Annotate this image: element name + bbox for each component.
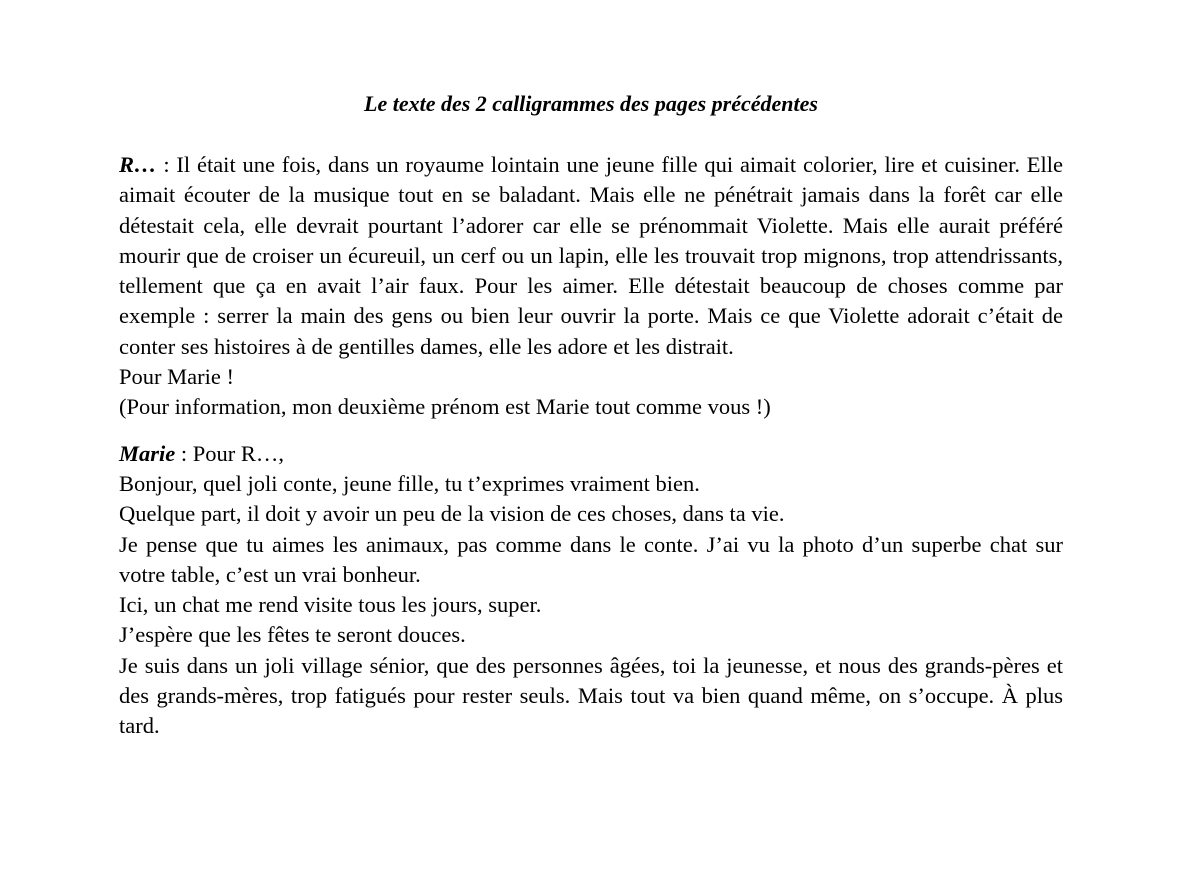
document-title: Le texte des 2 calligrammes des pages précédentes: [364, 91, 818, 116]
marie-greeting: [119, 439, 1063, 469]
story-text: : Il était une fois, dans un royaume lointain une jeune fille qui aimait colorier, lire et cuisiner. Elle aimait écouter de la musique tout en se baladant. Mais elle ne pénétrait jamais dans la forêt car elle détestait cela, elle devrait pourtant l’adorer car elle se prénommait Violette. Mais elle aurait préféré mourir que de croiser un écureuil, un cerf ou un lapin, elle les trouvait trop mignons, trop attendrissants, tellement que ça en avait l’air faux. Pour les aimer. Elle détestait beaucoup de choses comme par exemple : serrer la main des gens ou bien leur ouvrir la porte. Mais ce que Violette adorait c’était de conter ses histoires à de gentilles dames, elle les adore et les distrait.: [119, 152, 1063, 359]
reply-line: Je pense que tu aimes les animaux, pas comme dans le conte. J’ai vu la photo d’un superbe chat sur votre table, c’est un vrai bonheur.: [119, 531, 1063, 587]
reply-line: Je suis dans un joli village sénior, que des personnes âgées, toi la jeunesse, et nous des grands-pères et des grands-mères, trop fatigués pour rester seuls. Mais tout va bien quand même, on s’occupe. À plus tard.: [119, 652, 1063, 739]
information-line: (Pour information, mon deuxième prénom est Marie tout comme vous !): [119, 394, 771, 420]
speaker-name: R…: [119, 152, 157, 177]
section-marie: [119, 439, 1063, 742]
reply-line: Ici, un chat me rend visite tous les jours, super.: [119, 592, 542, 618]
section-r: [119, 150, 1063, 423]
section-gap: [119, 423, 1063, 439]
document-page: [119, 88, 1063, 742]
reply-line: J’espère que les fêtes te seront douces.: [119, 622, 466, 648]
r-story-paragraph: [119, 150, 1063, 362]
speaker-name: Marie: [119, 440, 176, 466]
reply-line: Bonjour, quel joli conte, jeune fille, tu t’exprimes vraiment bien.: [119, 470, 700, 496]
greeting-text: : Pour R…,: [175, 440, 285, 466]
reply-line: Quelque part, il doit y avoir un peu de la vision de ces choses, dans ta vie.: [119, 501, 785, 527]
dedication-line: Pour Marie !: [119, 364, 234, 390]
